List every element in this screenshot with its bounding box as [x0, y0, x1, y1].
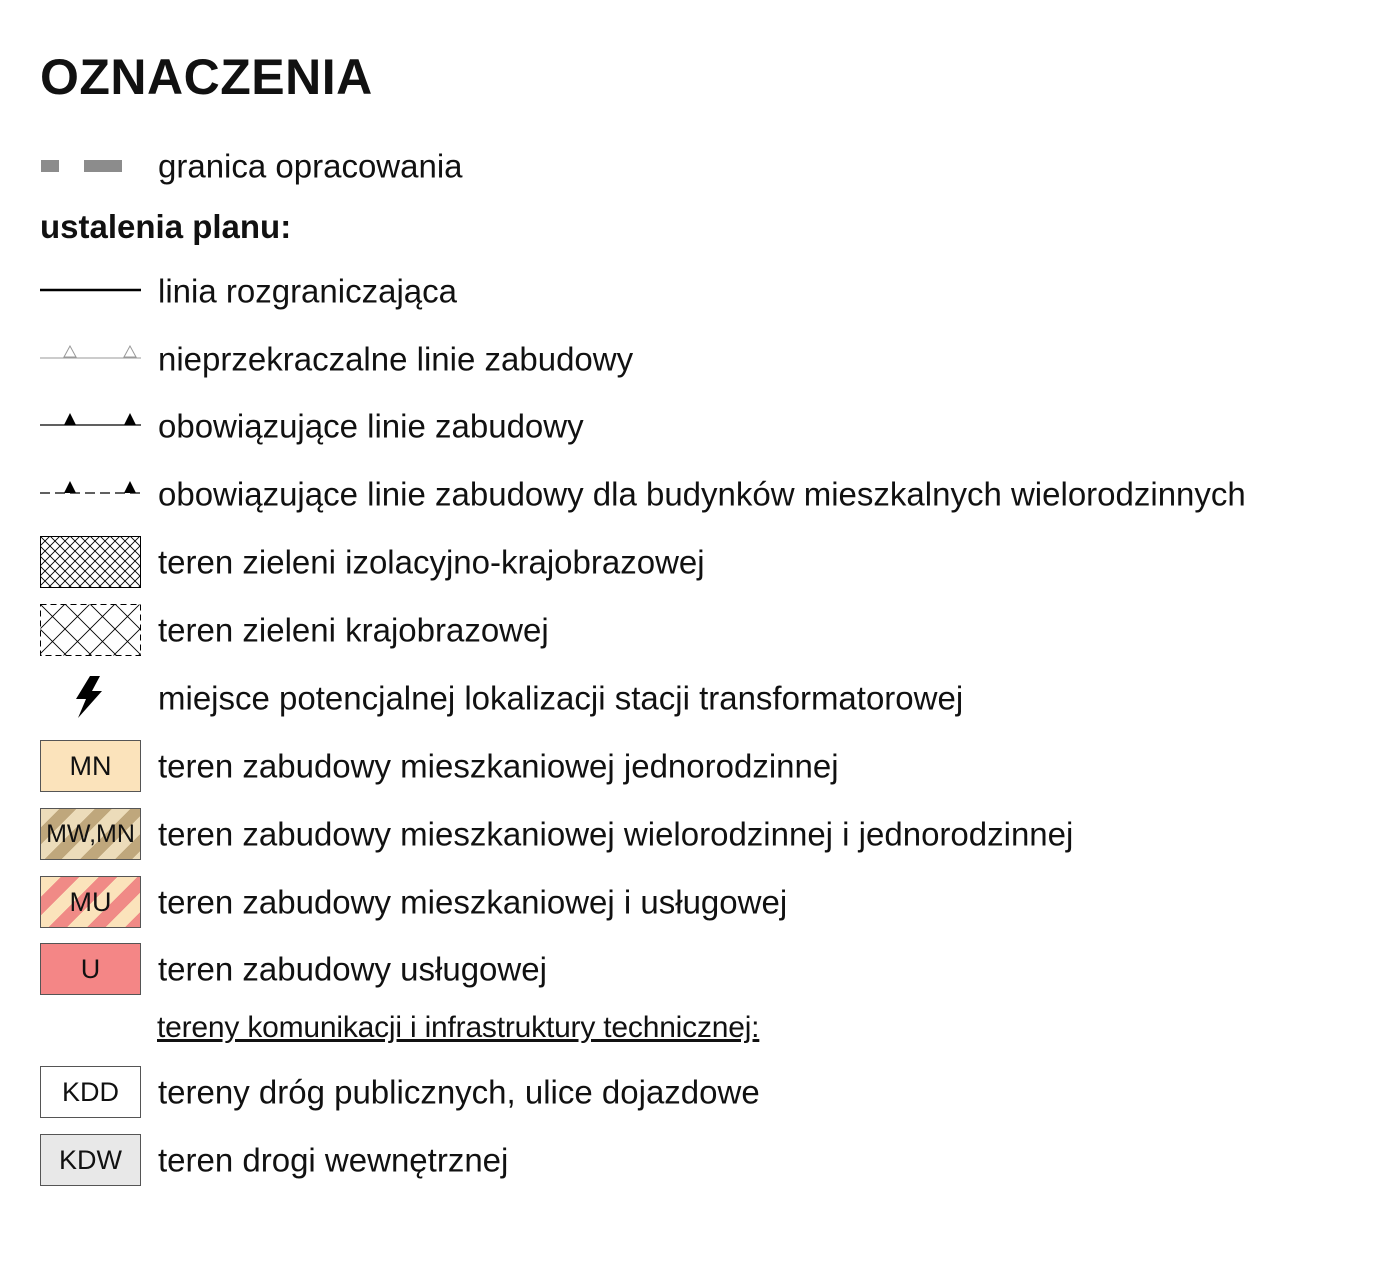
swatch-code: MN — [69, 750, 112, 781]
legend-label: tereny dróg publicznych, ulice dojazdowe — [158, 1073, 760, 1111]
section-heading: ustalenia planu: — [40, 208, 292, 245]
filled-triangle-line-icon — [40, 400, 141, 452]
legend-label: obowiązujące linie zabudowy dla budynków mieszkalnych wielorodzinnych — [158, 475, 1246, 513]
legend-label: teren zieleni izolacyjno-krajobrazowej — [158, 543, 705, 581]
legend-item-kdd — [0, 1066, 1378, 1118]
u-swatch — [40, 943, 141, 995]
legend-title: OZNACZENIA — [40, 49, 373, 105]
dashed-filled-triangle-line-icon — [40, 468, 141, 520]
legend-label: obowiązujące linie zabudowy — [158, 407, 584, 445]
legend-item-granica — [0, 140, 1378, 192]
legend-label: teren zabudowy mieszkaniowej jednorodzinnej — [158, 747, 839, 785]
kdd-swatch — [40, 1066, 141, 1118]
legend-label: teren zabudowy mieszkaniowej i usługowej — [158, 883, 788, 921]
legend-label: teren zabudowy mieszkaniowej wielorodzinnej i jednorodzinnej — [158, 815, 1074, 853]
dense-crosshatch-icon — [40, 536, 141, 588]
legend-label: granica opracowania — [158, 147, 463, 185]
open-triangle-line-icon — [40, 333, 141, 385]
subsection-heading: tereny komunikacji i infrastruktury technicznej: — [157, 1011, 760, 1044]
swatch-code: KDW — [59, 1144, 122, 1175]
legend-item-obowiazujace-mw — [0, 468, 1378, 520]
kdw-swatch — [40, 1134, 141, 1186]
legend-label: teren zabudowy usługowej — [158, 950, 547, 988]
legend-item-kdw — [0, 1134, 1378, 1186]
swatch-code: MW,MN — [46, 819, 135, 848]
mn-swatch — [40, 740, 141, 792]
legend-item-mn — [0, 740, 1378, 792]
sparse-crosshatch-icon — [40, 604, 141, 656]
legend-item-nieprzekraczalne — [0, 333, 1378, 385]
legend-label: teren drogi wewnętrznej — [158, 1141, 509, 1179]
legend-item-stacja-transformatorowa — [0, 672, 1378, 724]
swatch-code: U — [80, 953, 101, 984]
mu-swatch — [40, 876, 141, 928]
legend-item-u — [0, 943, 1378, 995]
legend-item-obowiazujace — [0, 400, 1378, 452]
legend-label: linia rozgraniczająca — [158, 272, 457, 310]
dashed-boundary-icon — [40, 140, 141, 192]
swatch-code: MU — [69, 886, 112, 917]
legend-item-mwmn — [0, 808, 1378, 860]
legend-item-zielen-izolacyjna — [0, 536, 1378, 588]
legend-item-zielen-krajobrazowa — [0, 604, 1378, 656]
lightning-bolt-icon — [40, 672, 141, 724]
legend-label: teren zieleni krajobrazowej — [158, 611, 549, 649]
legend-label: miejsce potencjalnej lokalizacji stacji transformatorowej — [158, 679, 964, 717]
swatch-code: KDD — [61, 1076, 119, 1107]
legend-item-linia-rozgraniczajaca — [0, 265, 1378, 317]
mwmn-swatch — [40, 808, 141, 860]
solid-line-icon — [40, 265, 141, 317]
legend-label: nieprzekraczalne linie zabudowy — [158, 340, 634, 378]
legend-item-mu — [0, 876, 1378, 928]
